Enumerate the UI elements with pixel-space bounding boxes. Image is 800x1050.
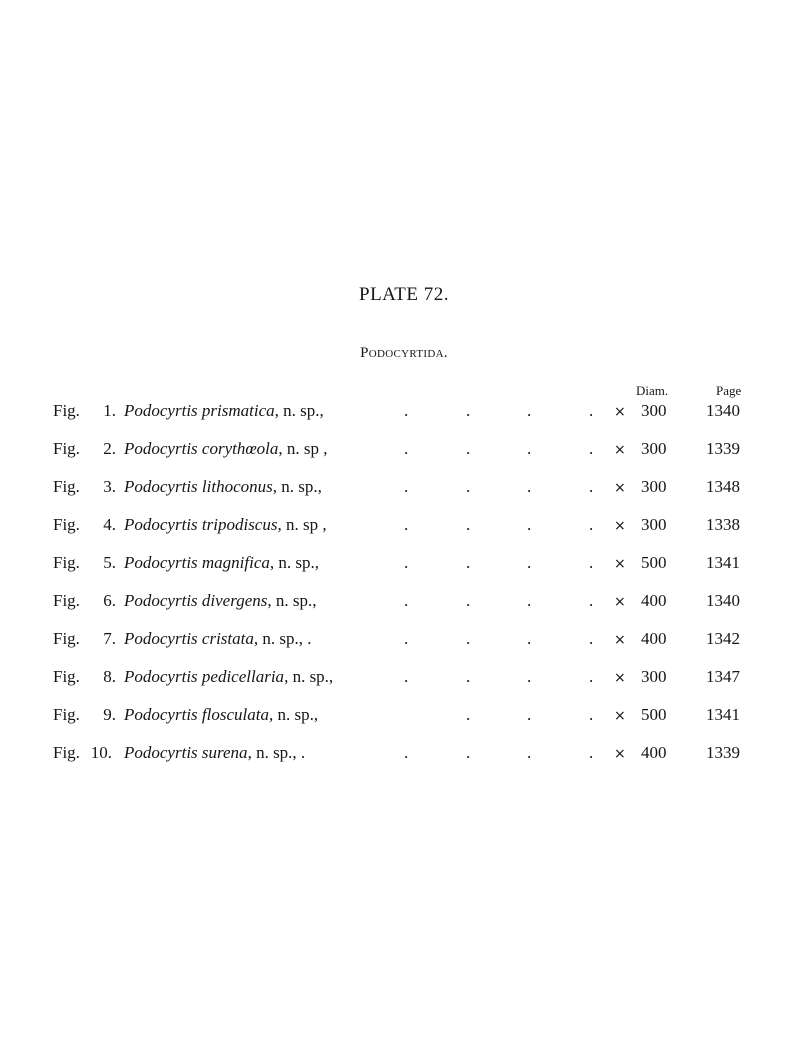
species-suffix: , n. sp , [277,515,327,534]
species-suffix: , n. sp., [274,401,324,420]
fig-description [124,629,311,649]
figure-row [0,401,800,425]
fig-description [124,439,328,459]
plate-title: PLATE 72. [359,284,449,305]
diam-value: 500 [641,705,667,724]
species-suffix: , n. sp., . [253,629,312,648]
times-sign: × [614,518,626,534]
page-value: 1339 [706,439,740,458]
species-name: Podocyrtis prismatica [124,401,275,420]
diam-value: 400 [641,629,667,648]
figure-row [0,439,800,463]
leader-dot: . [589,667,594,686]
fig-label: Fig. [53,439,80,458]
leader-dot: . [527,553,532,572]
diam-value: 300 [641,401,667,420]
leader-dot: . [466,667,471,686]
fig-label: Fig. [53,705,80,724]
fig-description [124,667,333,687]
diam-value: 300 [641,515,667,534]
fig-label: Fig. [53,401,80,420]
page-value: 1341 [706,705,740,724]
species-name: Podocyrtis flosculata [124,705,269,724]
leader-dot: . [404,401,409,420]
leader-dot: . [404,477,409,496]
fig-number: 5. [103,553,116,572]
fig-number: 10. [90,743,112,762]
leader-dot: . [589,705,594,724]
times-sign: × [614,708,626,724]
species-suffix: , n. sp., . [247,743,306,762]
fig-number: 6. [103,591,116,610]
leader-dot: . [527,439,532,458]
leader-dot: . [527,743,532,762]
page-value: 1348 [706,477,740,496]
leader-dot: . [589,743,594,762]
times-sign: × [614,556,626,572]
fig-number: 3. [103,477,116,496]
species-name: Podocyrtis magnifica [124,553,270,572]
figure-row [0,515,800,539]
diam-value: 500 [641,553,667,572]
leader-dot: . [589,515,594,534]
page-value: 1338 [706,515,740,534]
leader-dot: . [589,591,594,610]
times-sign: × [614,480,626,496]
leader-dot: . [527,667,532,686]
leader-dot: . [527,591,532,610]
fig-label: Fig. [53,515,80,534]
fig-description [124,515,327,535]
species-suffix: , n. sp., [268,705,319,724]
leader-dot: . [404,591,409,610]
page-value: 1342 [706,629,740,648]
page-value: 1340 [706,401,740,420]
times-sign: × [614,670,626,686]
leader-dot: . [404,515,409,534]
figure-row [0,591,800,615]
leader-dot: . [527,477,532,496]
diam-value: 400 [641,591,667,610]
leader-dot: . [466,401,471,420]
fig-number: 7. [103,629,116,648]
diam-value: 400 [641,743,667,762]
species-name: Podocyrtis cristata [124,629,254,648]
species-suffix: , n. sp., [267,591,317,610]
leader-dot: . [589,439,594,458]
leader-dot: . [527,705,532,724]
figure-row [0,667,800,691]
fig-number: 2. [103,439,116,458]
species-suffix: , n. sp , [278,439,328,458]
leader-dot: . [466,629,471,648]
diam-value: 300 [641,439,667,458]
page-value: 1347 [706,667,740,686]
figure-row [0,705,800,729]
leader-dot: . [589,477,594,496]
species-name: Podocyrtis divergens [124,591,268,610]
times-sign: × [614,442,626,458]
fig-label: Fig. [53,629,80,648]
leader-dot: . [404,667,409,686]
fig-description [124,401,324,421]
species-name: Podocyrtis lithoconus [124,477,273,496]
fig-label: Fig. [53,667,80,686]
figure-row [0,629,800,653]
page-value: 1341 [706,553,740,572]
leader-dot: . [466,743,471,762]
figure-row [0,743,800,767]
times-sign: × [614,404,626,420]
page-value: 1339 [706,743,740,762]
fig-description [124,553,319,573]
fig-label: Fig. [53,553,80,572]
column-header-page: Page [716,383,742,398]
species-name: Podocyrtis tripodiscus [124,515,278,534]
figure-row [0,477,800,501]
times-sign: × [614,746,626,762]
page-value: 1340 [706,591,740,610]
leader-dot: . [466,515,471,534]
species-name: Podocyrtis surena [124,743,248,762]
leader-dot: . [404,629,409,648]
leader-dot: . [589,401,594,420]
fig-number: 4. [103,515,116,534]
leader-dot: . [527,401,532,420]
leader-dot: . [404,553,409,572]
diam-value: 300 [641,477,667,496]
leader-dot: . [466,553,471,572]
leader-dot: . [527,629,532,648]
leader-dot: . [589,629,594,648]
fig-description [124,477,322,497]
fig-number: 9. [103,705,116,724]
leader-dot: . [404,439,409,458]
section-title: Podocyrtida. [360,345,448,361]
figure-row [0,553,800,577]
leader-dot: . [404,743,409,762]
species-name: Podocyrtis pedicellaria [124,667,285,686]
species-suffix: , n. sp., [269,553,320,572]
leader-dot: . [466,477,471,496]
leader-dot: . [589,553,594,572]
fig-number: 1. [103,401,116,420]
leader-dot: . [466,439,471,458]
fig-description [124,743,305,763]
leader-dot: . [466,591,471,610]
fig-description [124,705,318,725]
times-sign: × [614,632,626,648]
fig-label: Fig. [53,591,80,610]
species-name: Podocyrtis corythœola [124,439,279,458]
leader-dot: . [527,515,532,534]
fig-number: 8. [103,667,116,686]
species-suffix: , n. sp., [272,477,322,496]
fig-description [124,591,317,611]
leader-dot: . [466,705,471,724]
times-sign: × [614,594,626,610]
species-suffix: , n. sp., [284,667,334,686]
column-header-diam: Diam. [636,383,669,398]
diam-value: 300 [641,667,667,686]
fig-label: Fig. [53,743,80,762]
fig-label: Fig. [53,477,80,496]
